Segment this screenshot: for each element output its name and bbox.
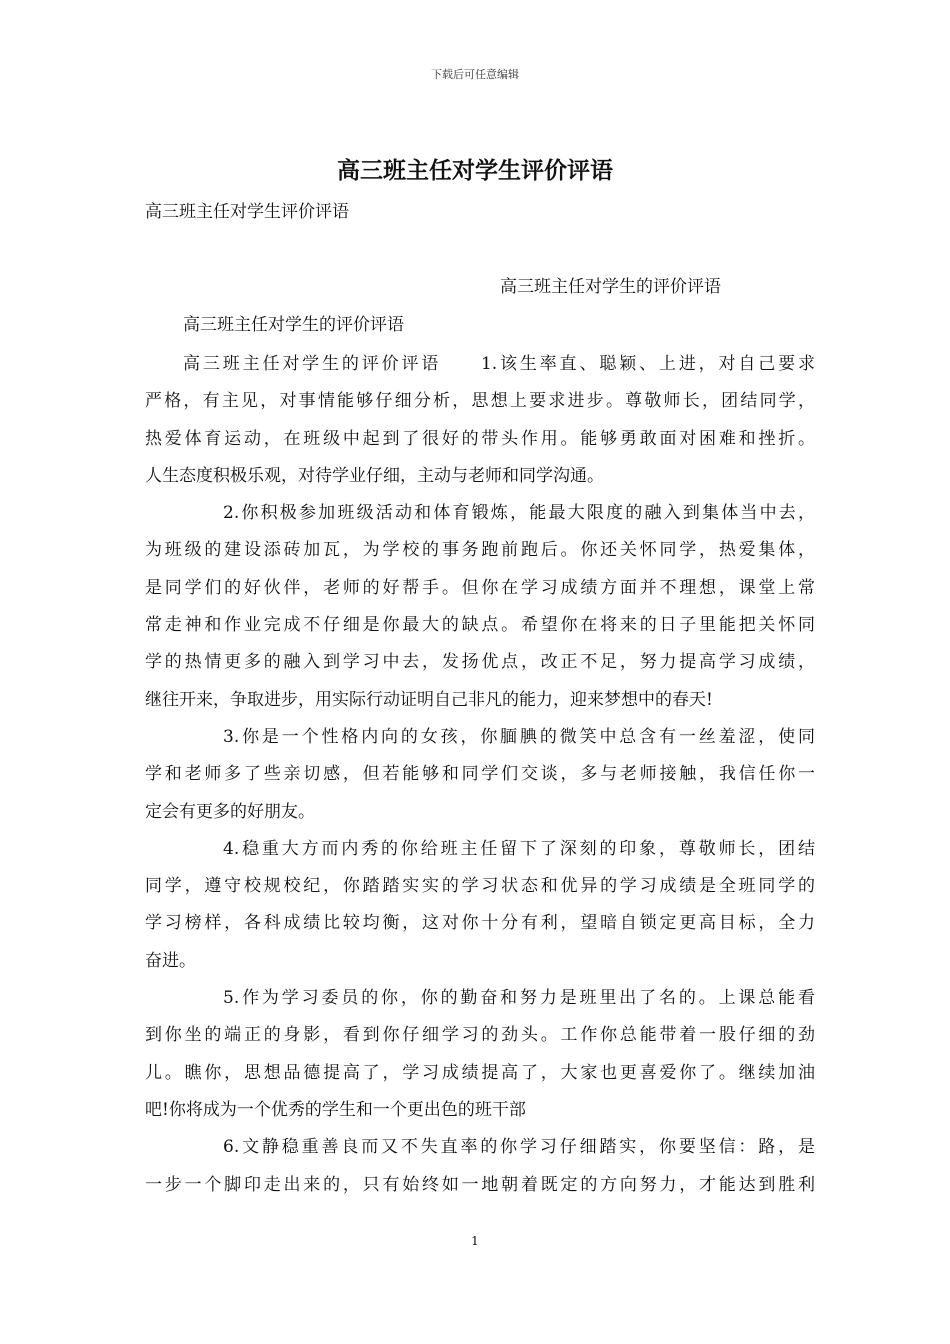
paragraph-line: 3.你是一个性格内向的女孩，你腼腆的微笑中总含有一丝羞涩，使同 — [223, 726, 815, 747]
paragraph-line: 吧!你将成为一个优秀的学生和一个更出色的班干部 — [145, 1099, 526, 1120]
paragraph-line: 定会有更多的好朋友。 — [145, 801, 315, 822]
paragraph-1 — [145, 346, 815, 495]
paragraph-line: 为班级的建设添砖加瓦，为学校的事务跑前跑后。你还关怀同学，热爱集体， — [145, 540, 815, 561]
paragraph-line: 儿。瞧你，思想品德提高了，学习成绩提高了，大家也更喜爱你了。继续加油 — [145, 1062, 815, 1083]
paragraph-line: 严格，有主见，对事情能够仔细分析，思想上要求进步。尊敬师长，团结同学， — [145, 391, 815, 412]
paragraph-line: 2.你积极参加班级活动和体育锻炼，能最大限度的融入到集体当中去， — [223, 503, 815, 524]
paragraph-line: 4.稳重大方而内秀的你给班主任留下了深刻的印象，尊敬师长，团结 — [223, 838, 815, 859]
header-note: 下载后可任意编辑 — [431, 68, 519, 81]
paragraph-line: 到你坐的端正的身影，看到你仔细学习的劲头。工作你总能带着一股仔细的劲 — [145, 1025, 815, 1046]
paragraph-line: 高三班主任对学生的评价评语 1.该生率直、聪颖、上进，对自己要求 — [183, 354, 815, 374]
paragraph-line: 学习榜样，各科成绩比较均衡，这对你十分有利，望暗自锁定更高目标，全力 — [145, 913, 815, 934]
page-number: 1 — [471, 1234, 479, 1248]
paragraph-line: 学和老师多了些亲切感，但若能够和同学们交谈，多与老师接触，我信任你一 — [145, 764, 815, 785]
paragraph-line: 6.文静稳重善良而又不失直率的你学习仔细踏实，你要坚信：路，是 — [223, 1137, 815, 1158]
paragraph-line: 常走神和作业完成不仔细是你最大的缺点。希望你在将来的日子里能把关怀同 — [145, 615, 815, 636]
paragraph-line: 是同学们的好伙伴，老师的好帮手。但你在学习成绩方面并不理想，课堂上常 — [145, 577, 815, 598]
document-body — [145, 346, 815, 1204]
paragraph-4 — [145, 831, 815, 980]
paragraph-line: 同学，遵守校规校纪，你踏踏实实的学习状态和优异的学习成绩是全班同学的 — [145, 876, 815, 897]
document-title: 高三班主任对学生评价评语 — [337, 157, 613, 184]
paragraph-line: 继往开来，争取进步，用实际行动证明自己非凡的能力，迎来梦想中的春天! — [145, 689, 713, 710]
paragraph-line: 热爱体育运动，在班级中起到了很好的带头作用。能够勇敢面对困难和挫折。 — [145, 428, 815, 449]
paragraph-3 — [145, 719, 815, 831]
paragraph-5 — [145, 980, 815, 1129]
subtitle: 高三班主任对学生评价评语 — [145, 202, 349, 222]
paragraph-line: 学的热情更多的融入到学习中去，发扬优点，改正不足，努力提高学习成绩， — [145, 652, 815, 673]
paragraph-2 — [145, 495, 815, 719]
paragraph-line: 一步一个脚印走出来的，只有始终如一地朝着既定的方向努力，才能达到胜利 — [145, 1174, 815, 1195]
paragraph-line: 人生态度积极乐观，对待学业仔细，主动与老师和同学沟通。 — [145, 465, 604, 486]
paragraph-line: 奋进。 — [145, 950, 196, 971]
subtitle-right: 高三班主任对学生的评价评语 — [500, 277, 721, 297]
subtitle-indent: 高三班主任对学生的评价评语 — [183, 315, 404, 335]
paragraph-6 — [145, 1129, 815, 1204]
paragraph-line: 5.作为学习委员的你，你的勤奋和努力是班里出了名的。上课总能看 — [223, 988, 815, 1009]
